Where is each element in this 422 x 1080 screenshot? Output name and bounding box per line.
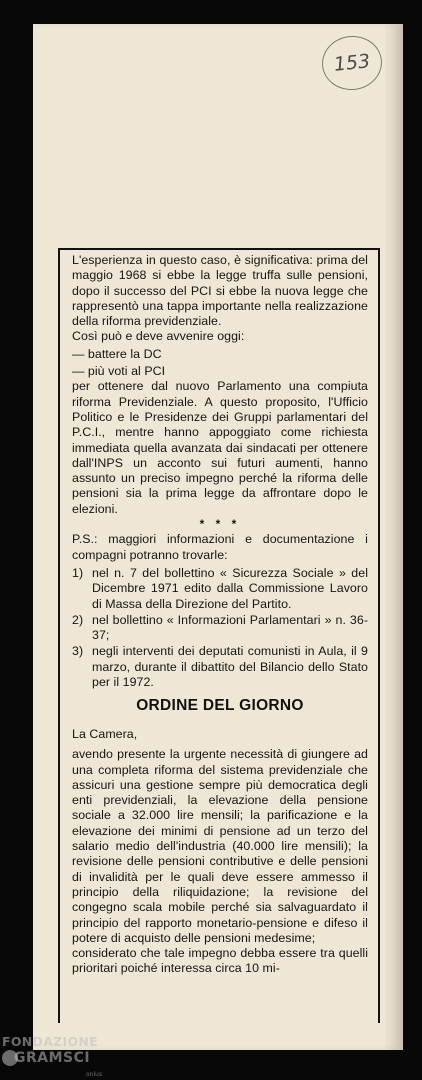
watermark-line1: FONDAZIONE <box>2 1034 99 1049</box>
list-item <box>72 644 368 690</box>
paragraph-today: Così può e deve avvenire oggi: <box>72 329 245 344</box>
section-separator: * * * <box>199 517 241 532</box>
list-text: nel n. 7 del bollettino « Sicurezza Sociale » del Dicembre 1971 edito dalla Commissione Lavoro di Massa della Direzione del Partito. <box>92 565 368 611</box>
section-heading: ORDINE DEL GIORNO <box>136 697 304 714</box>
paragraph-considering: avendo presente la urgente necessità di giungere ad una completa riforma del sistema previdenziale che assicuri una gestione sempre più democratica degli enti previdenziali, la elevazione della pensione sociale a 32.000 lire mensili; la parificazione e la elevazione dei minimi di pensione ad un terzo del salario medio dell'industria (40.000 lire mensili); la revisione delle pensioni contributive e delle pensioni di invalidità per le quali deve essere ammesso il principio della riliquidazione; la revisione del congegno scala mobile perché sia salvaguardato il principio del rapporto monetario-pensione e difeso il potere di acquisto delle pensioni medesime; <box>72 747 368 945</box>
page-edge-shadow <box>385 24 403 1050</box>
watermark-sub: onlus <box>86 1071 103 1078</box>
list-item <box>72 566 368 612</box>
ps-intro: P.S.: maggiori informazioni e documentazione i compagni potranno trovarle: <box>72 532 368 562</box>
list-text: negli interventi dei deputati comunisti in Aula, il 9 marzo, durante il dibattito del Bilancio dello Stato per il 1972. <box>92 644 368 690</box>
bullet-more-votes: — più voti al PCI <box>72 364 166 379</box>
sources-list <box>72 566 368 690</box>
list-number: 3) <box>72 644 84 659</box>
watermark-line2: GRAMSCI <box>14 1050 91 1066</box>
paragraph-reform: per ottenere dal nuovo Parlamento una compiuta riforma Previdenziale. A questo proposito, l'Ufficio Politico e le Presidenze dei Gruppi parlamentari del P.C.I., mentre hanno appoggiato come richiesta immediata quella avanzata dai sindacati per ottenere dall'INPS un acconto sui futuri aumenti, hanno assunto un preciso impegno perché la riforma delle pensioni sia la prima legge da affrontare dopo le elezioni. <box>72 379 368 516</box>
list-item <box>72 613 368 644</box>
list-text: nel bollettino « Informazioni Parlamentari » n. 36-37; <box>92 612 368 643</box>
page-number-text: 153 <box>332 50 372 76</box>
list-number: 2) <box>72 612 84 627</box>
list-number: 1) <box>72 565 84 580</box>
body-section-2 <box>72 727 368 977</box>
foundation-watermark-logo <box>0 1032 110 1080</box>
body-section-1 <box>72 253 368 691</box>
paragraph-considered: considerato che tale impegno debba essere tra quelli prioritari poiché interessa circa 10 mi- <box>72 946 368 976</box>
opening-line: La Camera, <box>72 727 138 741</box>
paragraph-intro: L'esperienza in questo caso, è significativa: prima del maggio 1968 si ebbe la legge truffa sulle pensioni, dopo il successo del PCI si ebbe la nuova legge che rappresentò una tappa importante nella realizzazione della riforma previdenziale. <box>72 253 368 329</box>
bullet-beat-dc: — battere la DC <box>72 346 162 361</box>
